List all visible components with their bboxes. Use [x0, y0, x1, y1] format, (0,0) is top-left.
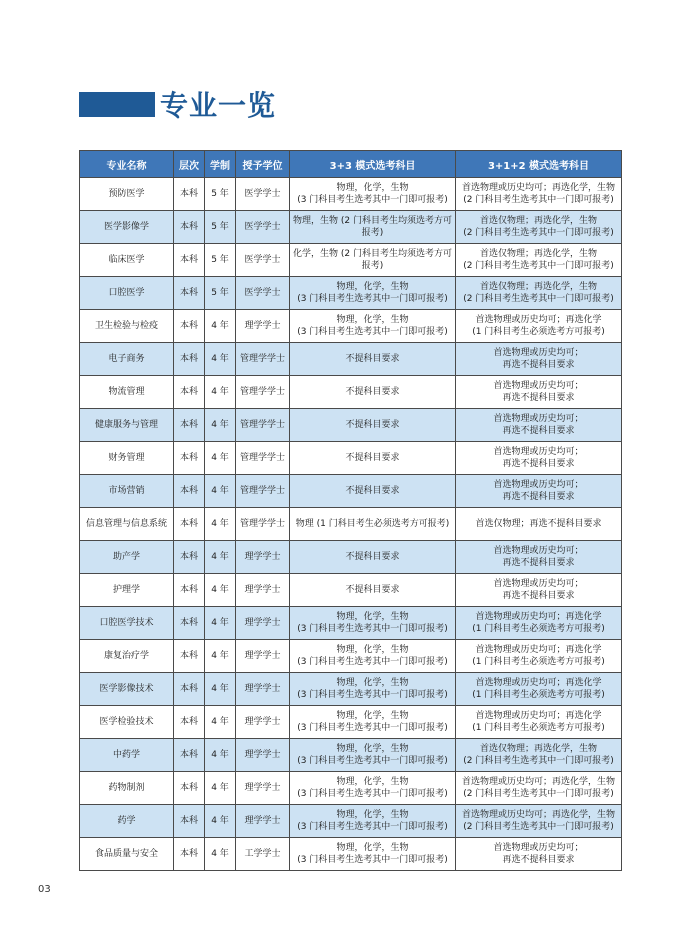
table-row	[80, 475, 622, 508]
header-3plus3-subjects: 3+3 模式选考科目	[290, 151, 456, 178]
cell-level: 本科	[174, 475, 205, 508]
table-row	[80, 211, 622, 244]
header-degree: 授予学位	[236, 151, 290, 178]
cell-3plus3-subjects: 物理，化学，生物 (3 门科目考生选考其中一门即可报考)	[290, 739, 456, 772]
cell-degree: 理学学士	[236, 640, 290, 673]
cell-3plus1plus2-subjects: 首选仅物理；再选化学，生物 (2 门科目考生选考其中一门即可报考)	[456, 244, 622, 277]
cell-major-name: 口腔医学技术	[80, 607, 174, 640]
table-header-row	[80, 151, 622, 178]
cell-major-name: 药学	[80, 805, 174, 838]
cell-degree: 管理学学士	[236, 508, 290, 541]
cell-degree: 管理学学士	[236, 475, 290, 508]
header-major-name: 专业名称	[80, 151, 174, 178]
cell-major-name: 药物制剂	[80, 772, 174, 805]
cell-level: 本科	[174, 343, 205, 376]
cell-3plus3-subjects: 不提科目要求	[290, 574, 456, 607]
cell-major-name: 中药学	[80, 739, 174, 772]
cell-degree: 理学学士	[236, 706, 290, 739]
cell-3plus1plus2-subjects: 首选物理或历史均可；再选化学 (1 门科目考生必须选考方可报考)	[456, 310, 622, 343]
table-row	[80, 244, 622, 277]
cell-major-name: 口腔医学	[80, 277, 174, 310]
cell-duration: 4 年	[205, 442, 236, 475]
table-row	[80, 772, 622, 805]
cell-3plus3-subjects: 物理，化学，生物 (3 门科目考生选考其中一门即可报考)	[290, 310, 456, 343]
cell-duration: 4 年	[205, 376, 236, 409]
cell-major-name: 康复治疗学	[80, 640, 174, 673]
cell-3plus3-subjects: 不提科目要求	[290, 541, 456, 574]
majors-table	[79, 150, 622, 871]
cell-duration: 4 年	[205, 508, 236, 541]
cell-3plus3-subjects: 不提科目要求	[290, 475, 456, 508]
cell-duration: 5 年	[205, 211, 236, 244]
cell-3plus1plus2-subjects: 首选物理或历史均可； 再选不提科目要求	[456, 475, 622, 508]
cell-major-name: 市场营销	[80, 475, 174, 508]
table-row	[80, 277, 622, 310]
table-row	[80, 574, 622, 607]
cell-3plus3-subjects: 不提科目要求	[290, 343, 456, 376]
cell-duration: 4 年	[205, 838, 236, 871]
cell-major-name: 财务管理	[80, 442, 174, 475]
cell-3plus1plus2-subjects: 首选物理或历史均可；再选化学 (1 门科目考生必须选考方可报考)	[456, 706, 622, 739]
cell-level: 本科	[174, 442, 205, 475]
cell-level: 本科	[174, 277, 205, 310]
cell-3plus1plus2-subjects: 首选仅物理；再选化学，生物 (2 门科目考生选考其中一门即可报考)	[456, 739, 622, 772]
cell-degree: 理学学士	[236, 310, 290, 343]
cell-major-name: 预防医学	[80, 178, 174, 211]
table-row	[80, 640, 622, 673]
cell-degree: 管理学学士	[236, 376, 290, 409]
cell-3plus1plus2-subjects: 首选物理或历史均可； 再选不提科目要求	[456, 343, 622, 376]
cell-degree: 管理学学士	[236, 343, 290, 376]
cell-major-name: 电子商务	[80, 343, 174, 376]
cell-degree: 理学学士	[236, 805, 290, 838]
table-row	[80, 376, 622, 409]
cell-degree: 理学学士	[236, 739, 290, 772]
table-row	[80, 607, 622, 640]
cell-3plus3-subjects: 不提科目要求	[290, 442, 456, 475]
cell-3plus3-subjects: 化学，生物 (2 门科目考生均须选考方可 报考)	[290, 244, 456, 277]
cell-level: 本科	[174, 607, 205, 640]
cell-level: 本科	[174, 376, 205, 409]
cell-3plus3-subjects: 物理，生物 (2 门科目考生均须选考方可 报考)	[290, 211, 456, 244]
cell-duration: 4 年	[205, 343, 236, 376]
cell-duration: 4 年	[205, 475, 236, 508]
cell-duration: 4 年	[205, 673, 236, 706]
cell-degree: 理学学士	[236, 772, 290, 805]
table-row	[80, 673, 622, 706]
cell-level: 本科	[174, 772, 205, 805]
cell-3plus3-subjects: 不提科目要求	[290, 376, 456, 409]
cell-3plus3-subjects: 物理，化学，生物 (3 门科目考生选考其中一门即可报考)	[290, 178, 456, 211]
cell-level: 本科	[174, 574, 205, 607]
cell-3plus1plus2-subjects: 首选物理或历史均可； 再选不提科目要求	[456, 574, 622, 607]
cell-3plus1plus2-subjects: 首选物理或历史均可；再选化学 (1 门科目考生必须选考方可报考)	[456, 673, 622, 706]
cell-level: 本科	[174, 310, 205, 343]
cell-level: 本科	[174, 508, 205, 541]
cell-3plus3-subjects: 物理，化学，生物 (3 门科目考生选考其中一门即可报考)	[290, 805, 456, 838]
header-level: 层次	[174, 151, 205, 178]
table-row	[80, 442, 622, 475]
header-3plus1plus2-subjects: 3+1+2 模式选考科目	[456, 151, 622, 178]
cell-3plus1plus2-subjects: 首选物理或历史均可； 再选不提科目要求	[456, 541, 622, 574]
cell-3plus1plus2-subjects: 首选物理或历史均可；再选化学，生物 (2 门科目考生选考其中一门即可报考)	[456, 805, 622, 838]
cell-level: 本科	[174, 706, 205, 739]
cell-duration: 4 年	[205, 541, 236, 574]
cell-duration: 4 年	[205, 805, 236, 838]
cell-degree: 管理学学士	[236, 409, 290, 442]
cell-level: 本科	[174, 673, 205, 706]
cell-major-name: 信息管理与信息系统	[80, 508, 174, 541]
table-row	[80, 838, 622, 871]
cell-3plus1plus2-subjects: 首选物理或历史均可；再选化学，生物 (2 门科目考生选考其中一门即可报考)	[456, 772, 622, 805]
cell-major-name: 食品质量与安全	[80, 838, 174, 871]
cell-degree: 医学学士	[236, 211, 290, 244]
table-row	[80, 805, 622, 838]
cell-3plus1plus2-subjects: 首选物理或历史均可； 再选不提科目要求	[456, 376, 622, 409]
cell-level: 本科	[174, 838, 205, 871]
cell-major-name: 健康服务与管理	[80, 409, 174, 442]
cell-3plus1plus2-subjects: 首选物理或历史均可； 再选不提科目要求	[456, 409, 622, 442]
cell-major-name: 临床医学	[80, 244, 174, 277]
cell-duration: 5 年	[205, 244, 236, 277]
table-row	[80, 310, 622, 343]
cell-3plus1plus2-subjects: 首选仅物理；再选化学，生物 (2 门科目考生选考其中一门即可报考)	[456, 211, 622, 244]
cell-level: 本科	[174, 541, 205, 574]
cell-level: 本科	[174, 805, 205, 838]
cell-3plus3-subjects: 物理，化学，生物 (3 门科目考生选考其中一门即可报考)	[290, 607, 456, 640]
cell-degree: 工学学士	[236, 838, 290, 871]
cell-level: 本科	[174, 409, 205, 442]
title-accent-bar	[79, 92, 155, 117]
cell-major-name: 医学影像学	[80, 211, 174, 244]
table-row	[80, 343, 622, 376]
table-row	[80, 739, 622, 772]
cell-major-name: 医学影像技术	[80, 673, 174, 706]
cell-3plus1plus2-subjects: 首选仅物理；再选不提科目要求	[456, 508, 622, 541]
cell-3plus1plus2-subjects: 首选物理或历史均可； 再选不提科目要求	[456, 442, 622, 475]
cell-3plus1plus2-subjects: 首选物理或历史均可；再选化学 (1 门科目考生必须选考方可报考)	[456, 607, 622, 640]
cell-major-name: 护理学	[80, 574, 174, 607]
header-duration: 学制	[205, 151, 236, 178]
cell-3plus3-subjects: 物理，化学，生物 (3 门科目考生选考其中一门即可报考)	[290, 772, 456, 805]
cell-major-name: 物流管理	[80, 376, 174, 409]
cell-3plus3-subjects: 物理，化学，生物 (3 门科目考生选考其中一门即可报考)	[290, 838, 456, 871]
cell-duration: 4 年	[205, 772, 236, 805]
cell-duration: 4 年	[205, 706, 236, 739]
cell-3plus1plus2-subjects: 首选物理或历史均可；再选化学 (1 门科目考生必须选考方可报考)	[456, 640, 622, 673]
cell-degree: 医学学士	[236, 244, 290, 277]
cell-3plus1plus2-subjects: 首选物理或历史均可； 再选不提科目要求	[456, 838, 622, 871]
cell-degree: 管理学学士	[236, 442, 290, 475]
cell-3plus1plus2-subjects: 首选物理或历史均可；再选化学，生物 (2 门科目考生选考其中一门即可报考)	[456, 178, 622, 211]
cell-duration: 4 年	[205, 574, 236, 607]
cell-duration: 4 年	[205, 310, 236, 343]
table-row	[80, 178, 622, 211]
cell-duration: 4 年	[205, 640, 236, 673]
cell-3plus1plus2-subjects: 首选仅物理；再选化学，生物 (2 门科目考生选考其中一门即可报考)	[456, 277, 622, 310]
cell-duration: 4 年	[205, 409, 236, 442]
cell-3plus3-subjects: 不提科目要求	[290, 409, 456, 442]
cell-duration: 4 年	[205, 607, 236, 640]
table-row	[80, 409, 622, 442]
cell-3plus3-subjects: 物理，化学，生物 (3 门科目考生选考其中一门即可报考)	[290, 706, 456, 739]
cell-3plus3-subjects: 物理 (1 门科目考生必须选考方可报考)	[290, 508, 456, 541]
cell-degree: 医学学士	[236, 178, 290, 211]
cell-degree: 理学学士	[236, 607, 290, 640]
cell-major-name: 助产学	[80, 541, 174, 574]
cell-3plus3-subjects: 物理，化学，生物 (3 门科目考生选考其中一门即可报考)	[290, 640, 456, 673]
cell-duration: 5 年	[205, 277, 236, 310]
page-number: 03	[38, 884, 51, 895]
page-title: 专业一览	[160, 89, 277, 122]
cell-level: 本科	[174, 640, 205, 673]
cell-duration: 5 年	[205, 178, 236, 211]
cell-3plus3-subjects: 物理，化学，生物 (3 门科目考生选考其中一门即可报考)	[290, 277, 456, 310]
cell-duration: 4 年	[205, 739, 236, 772]
cell-degree: 理学学士	[236, 574, 290, 607]
cell-level: 本科	[174, 178, 205, 211]
table-row	[80, 706, 622, 739]
cell-degree: 医学学士	[236, 277, 290, 310]
cell-3plus3-subjects: 物理，化学，生物 (3 门科目考生选考其中一门即可报考)	[290, 673, 456, 706]
cell-degree: 理学学士	[236, 673, 290, 706]
cell-major-name: 卫生检验与检疫	[80, 310, 174, 343]
cell-level: 本科	[174, 244, 205, 277]
table-row	[80, 541, 622, 574]
cell-degree: 理学学士	[236, 541, 290, 574]
cell-level: 本科	[174, 739, 205, 772]
cell-level: 本科	[174, 211, 205, 244]
cell-major-name: 医学检验技术	[80, 706, 174, 739]
table-row	[80, 508, 622, 541]
